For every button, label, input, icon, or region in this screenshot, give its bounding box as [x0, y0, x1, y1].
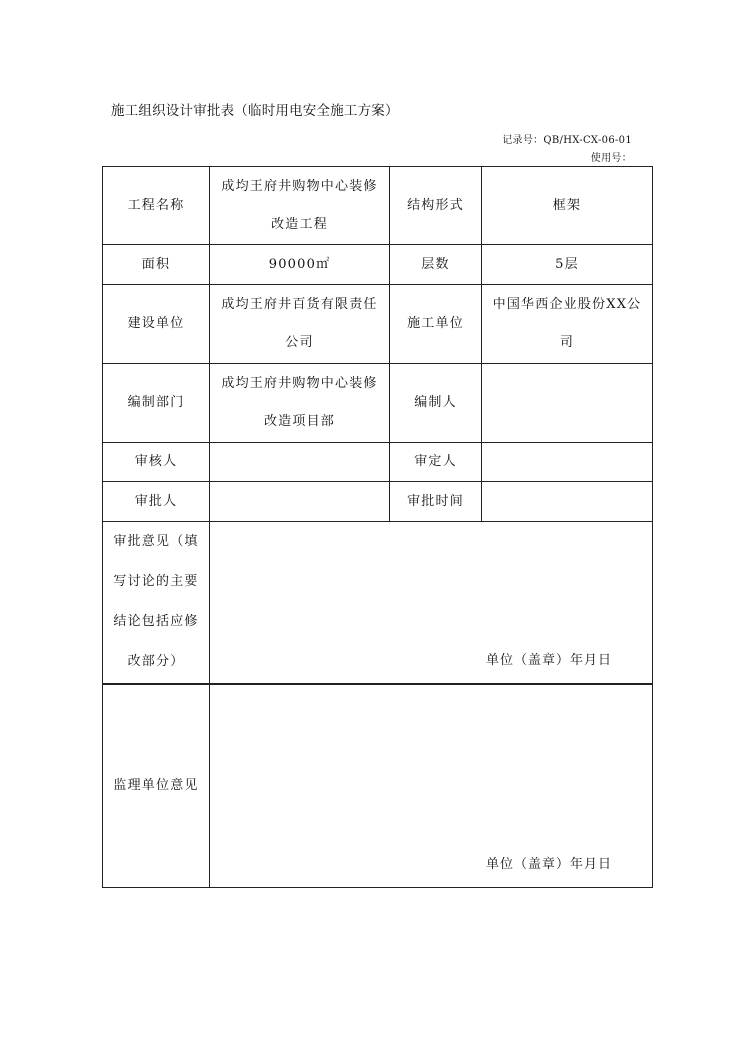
project-name-label: 工程名称: [103, 167, 210, 245]
area-label: 面积: [103, 245, 210, 285]
owner-value: 成均王府井百货有限责任公司: [210, 285, 390, 364]
reviewer-label: 审核人: [103, 443, 210, 482]
preparer-label: 编制人: [390, 364, 482, 443]
contractor-value: 中国华西企业股份XX公司: [482, 285, 653, 364]
opinion-sign: 单位（盖章）年月日: [485, 652, 612, 668]
approval-form-table: [102, 166, 653, 888]
dept-label: 编制部门: [103, 364, 210, 443]
row-owner: [103, 285, 653, 364]
use-number: 使用号：: [590, 153, 632, 164]
reviewer-value: [210, 443, 390, 482]
approver-final-value: [482, 443, 653, 482]
preparer-value: [482, 364, 653, 443]
record-number: 记录号：QB/HX-CX-06-01: [502, 135, 632, 146]
contractor-label: 施工单位: [390, 285, 482, 364]
row-project-name: [103, 167, 653, 245]
floors-value: 5层: [482, 245, 653, 285]
approver-value: [210, 482, 390, 522]
row-area: [103, 245, 653, 285]
area-value: 90000㎡: [210, 245, 390, 285]
supervisor-label: 监理单位意见: [103, 684, 210, 888]
approve-time-label: 审批时间: [390, 482, 482, 522]
structure-label: 结构形式: [390, 167, 482, 245]
form-title: 施工组织设计审批表（临时用电安全施工方案）: [111, 103, 399, 119]
project-name-value: 成均王府井购物中心装修改造工程: [210, 167, 390, 245]
owner-label: 建设单位: [103, 285, 210, 364]
floors-label: 层数: [390, 245, 482, 285]
row-supervisor: [103, 684, 653, 888]
row-approver: [103, 482, 653, 522]
row-opinion: [103, 522, 653, 684]
structure-value: 框架: [482, 167, 653, 245]
opinion-content: [210, 522, 653, 684]
approve-time-value: [482, 482, 653, 522]
row-dept: [103, 364, 653, 443]
row-reviewer: [103, 443, 653, 482]
opinion-label: 审批意见（填写讨论的主要结论包括应修改部分）: [103, 522, 210, 684]
approver-final-label: 审定人: [390, 443, 482, 482]
supervisor-content: [210, 684, 653, 888]
dept-value: 成均王府井购物中心装修改造项目部: [210, 364, 390, 443]
approver-label: 审批人: [103, 482, 210, 522]
supervisor-sign: 单位（盖章）年月日: [485, 857, 612, 872]
